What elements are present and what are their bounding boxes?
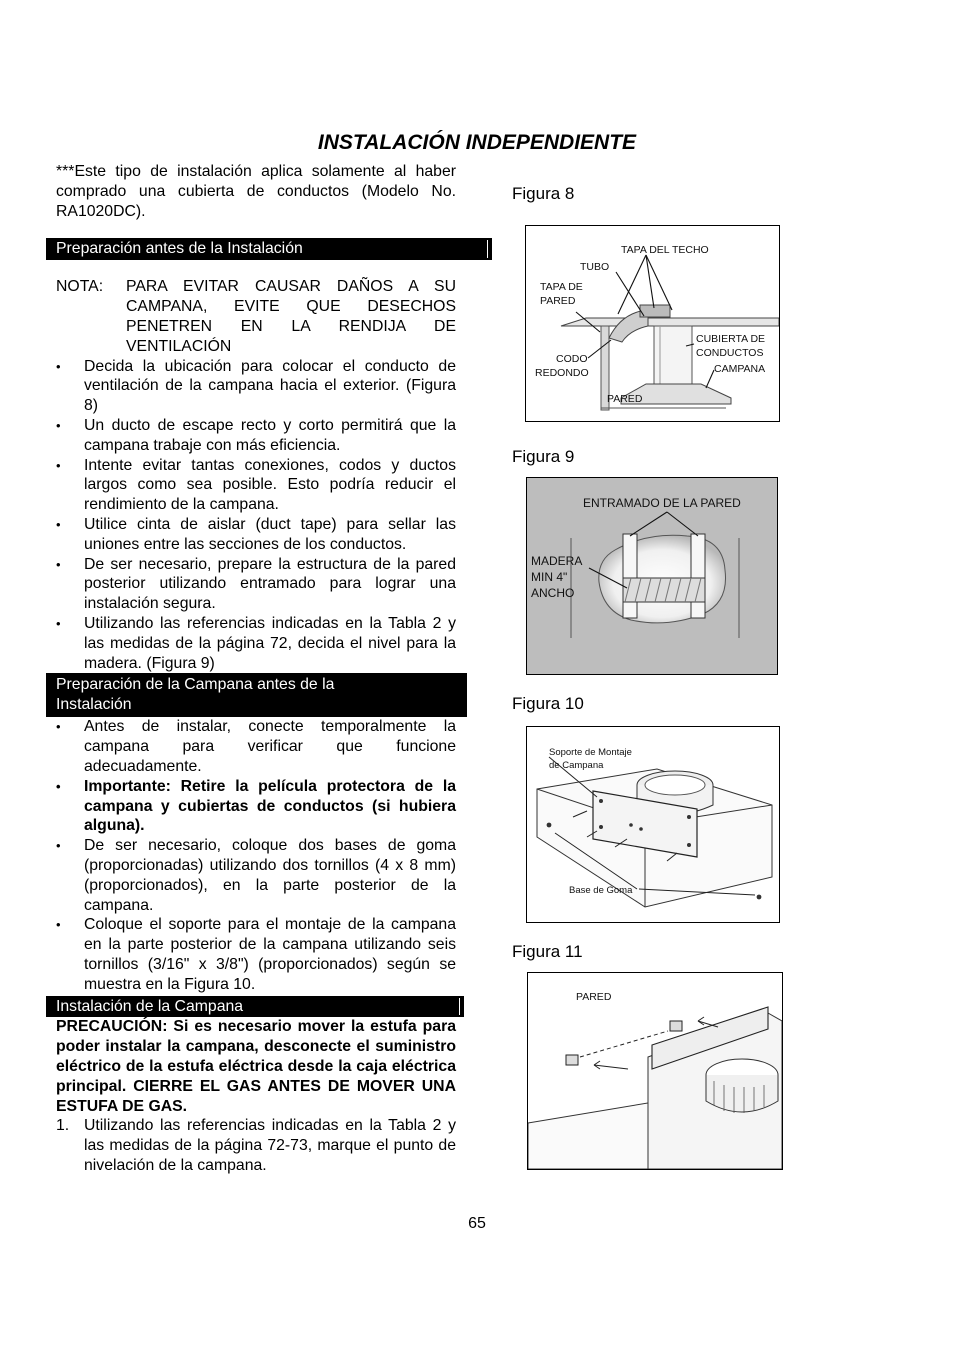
- section-heading-hood-preparation: [46, 673, 467, 717]
- label-conductos: CONDUCTOS: [696, 347, 764, 359]
- list-item: • Utilizando las referencias indicadas en la Tabla 2 y las medidas de la página 72, decida el nivel para la madera. (Figura 9): [56, 614, 456, 673]
- section-heading-line2: Instalación: [56, 696, 132, 714]
- figure-10-label: Figura 10: [512, 694, 584, 713]
- list-item-important: • Importante: Retire la película protectora de la campana y cubiertas de conductos (si hubiera alguna).: [56, 777, 456, 836]
- label-ancho: ANCHO: [531, 586, 575, 600]
- heading-divider: [487, 240, 488, 258]
- list-item: • De ser necesario, prepare la estructura de la pared posterior utilizando entramado para lograr una instalación segura.: [56, 555, 456, 614]
- note-label: NOTA:: [56, 278, 104, 296]
- intro-text: ***Este tipo de instalación aplica solamente al haber comprado una cubierta de conductos (Modelo No. RA1020DC).: [56, 163, 456, 220]
- label-madera: MADERA: [531, 554, 583, 568]
- figure-8-diagram: [525, 225, 780, 422]
- section-heading-installation: [46, 996, 464, 1017]
- label-min: MIN 4": [531, 570, 568, 584]
- list-item: • Utilice cinta de aislar (duct tape) para sellar las uniones entre las secciones de los conductos.: [56, 515, 456, 555]
- hood-preparation-bullet-list: [56, 717, 456, 994]
- step-text: Utilizando las referencias indicadas en la Tabla 2 y las medidas de la página 72-73, marque el punto de nivelación de la campana.: [84, 1117, 456, 1175]
- heading-divider: [459, 998, 460, 1015]
- mounting-bracket-illustration: [527, 727, 779, 922]
- list-item: [56, 1116, 456, 1175]
- caution-text: PRECAUCIÓN: Si es necesario mover la estufa para poder instalar la campana, desconecte el suministro eléctrico de la estufa eléctrica desde la caja eléctrica principal. CIERRE EL GAS ANTES DE MOVER UNA ESTUFA DE GAS.: [56, 1018, 456, 1115]
- figure-9-diagram: [526, 477, 778, 675]
- list-item: • Un ducto de escape recto y corto permitirá que la campana trabaje con más eficiencia.: [56, 416, 456, 456]
- list-item: • Decida la ubicación para colocar el conducto de ventilación de la campana hacia el exterior. (Figura 8): [56, 357, 456, 416]
- label-soporte-1: Soporte de Montaje: [549, 747, 632, 758]
- label-entramado: ENTRAMADO DE LA PARED: [583, 496, 741, 510]
- section-heading-preparation: [46, 238, 492, 260]
- preparation-bullet-list: [56, 357, 456, 674]
- wall-framing-illustration: [527, 478, 777, 674]
- note-line-first: PARA EVITAR CAUSAR DAÑOS A SU: [126, 278, 456, 296]
- figure-9-label: Figura 9: [512, 447, 575, 466]
- figure-11-label: Figura 11: [512, 942, 583, 961]
- label-campana: CAMPANA: [714, 363, 766, 375]
- section-heading-text: Preparación antes de la Instalación: [56, 240, 303, 258]
- label-pared: PARED: [576, 991, 612, 1003]
- duct-installation-illustration: [526, 226, 779, 421]
- label-base-goma: Base de Goma: [569, 885, 633, 896]
- section-heading-line1: Preparación de la Campana antes de la: [56, 676, 335, 694]
- note-block: [56, 277, 456, 356]
- list-item: • Coloque el soporte para el montaje de la campana en la parte posterior de la campana utilizando seis tornillos (3/16" x 3/8") (proporcionados) según se muestra en la Figura 10.: [56, 915, 456, 994]
- step-number: 1.: [56, 1117, 70, 1135]
- page-title: INSTALACIÓN INDEPENDIENTE: [317, 131, 637, 154]
- figure-11-diagram: [527, 972, 783, 1170]
- left-column: [56, 162, 456, 1176]
- label-soporte-2: de Campana: [549, 760, 604, 771]
- installation-steps: [56, 1116, 456, 1175]
- figure-8-label: Figura 8: [512, 184, 575, 203]
- list-item: • De ser necesario, coloque dos bases de goma (proporcionadas) utilizando dos tornillos (4 x 8 mm) (proporcionados), en la parte posterior de la campana.: [56, 836, 456, 915]
- label-pared-bottom: PARED: [607, 393, 643, 405]
- page-number: 65: [468, 1215, 486, 1232]
- label-cubierta: CUBIERTA DE: [696, 333, 766, 345]
- label-tapa-techo: TAPA DEL TECHO: [621, 244, 709, 256]
- section-heading-text: Instalación de la Campana: [56, 998, 244, 1016]
- figure-10-diagram: [526, 726, 780, 923]
- label-tapa-de: TAPA DE: [540, 281, 583, 293]
- label-tubo: TUBO: [580, 261, 610, 273]
- label-codo: CODO: [556, 353, 588, 365]
- list-item: • Antes de instalar, conecte temporalmente la campana para verificar que funcione adecuadamente.: [56, 717, 456, 776]
- note-continuation: CAMPANA, EVITE QUE DESECHOS PENETREN EN LA RENDIJA DE VENTILACIÓN: [126, 298, 456, 355]
- label-redondo: REDONDO: [535, 367, 589, 379]
- list-item: • Intente evitar tantas conexiones, codos y ductos largos como sea posible. Esto podría reducir el rendimiento de la campana.: [56, 456, 456, 515]
- hood-mounting-illustration: [528, 973, 782, 1169]
- label-pared-top: PARED: [540, 295, 576, 307]
